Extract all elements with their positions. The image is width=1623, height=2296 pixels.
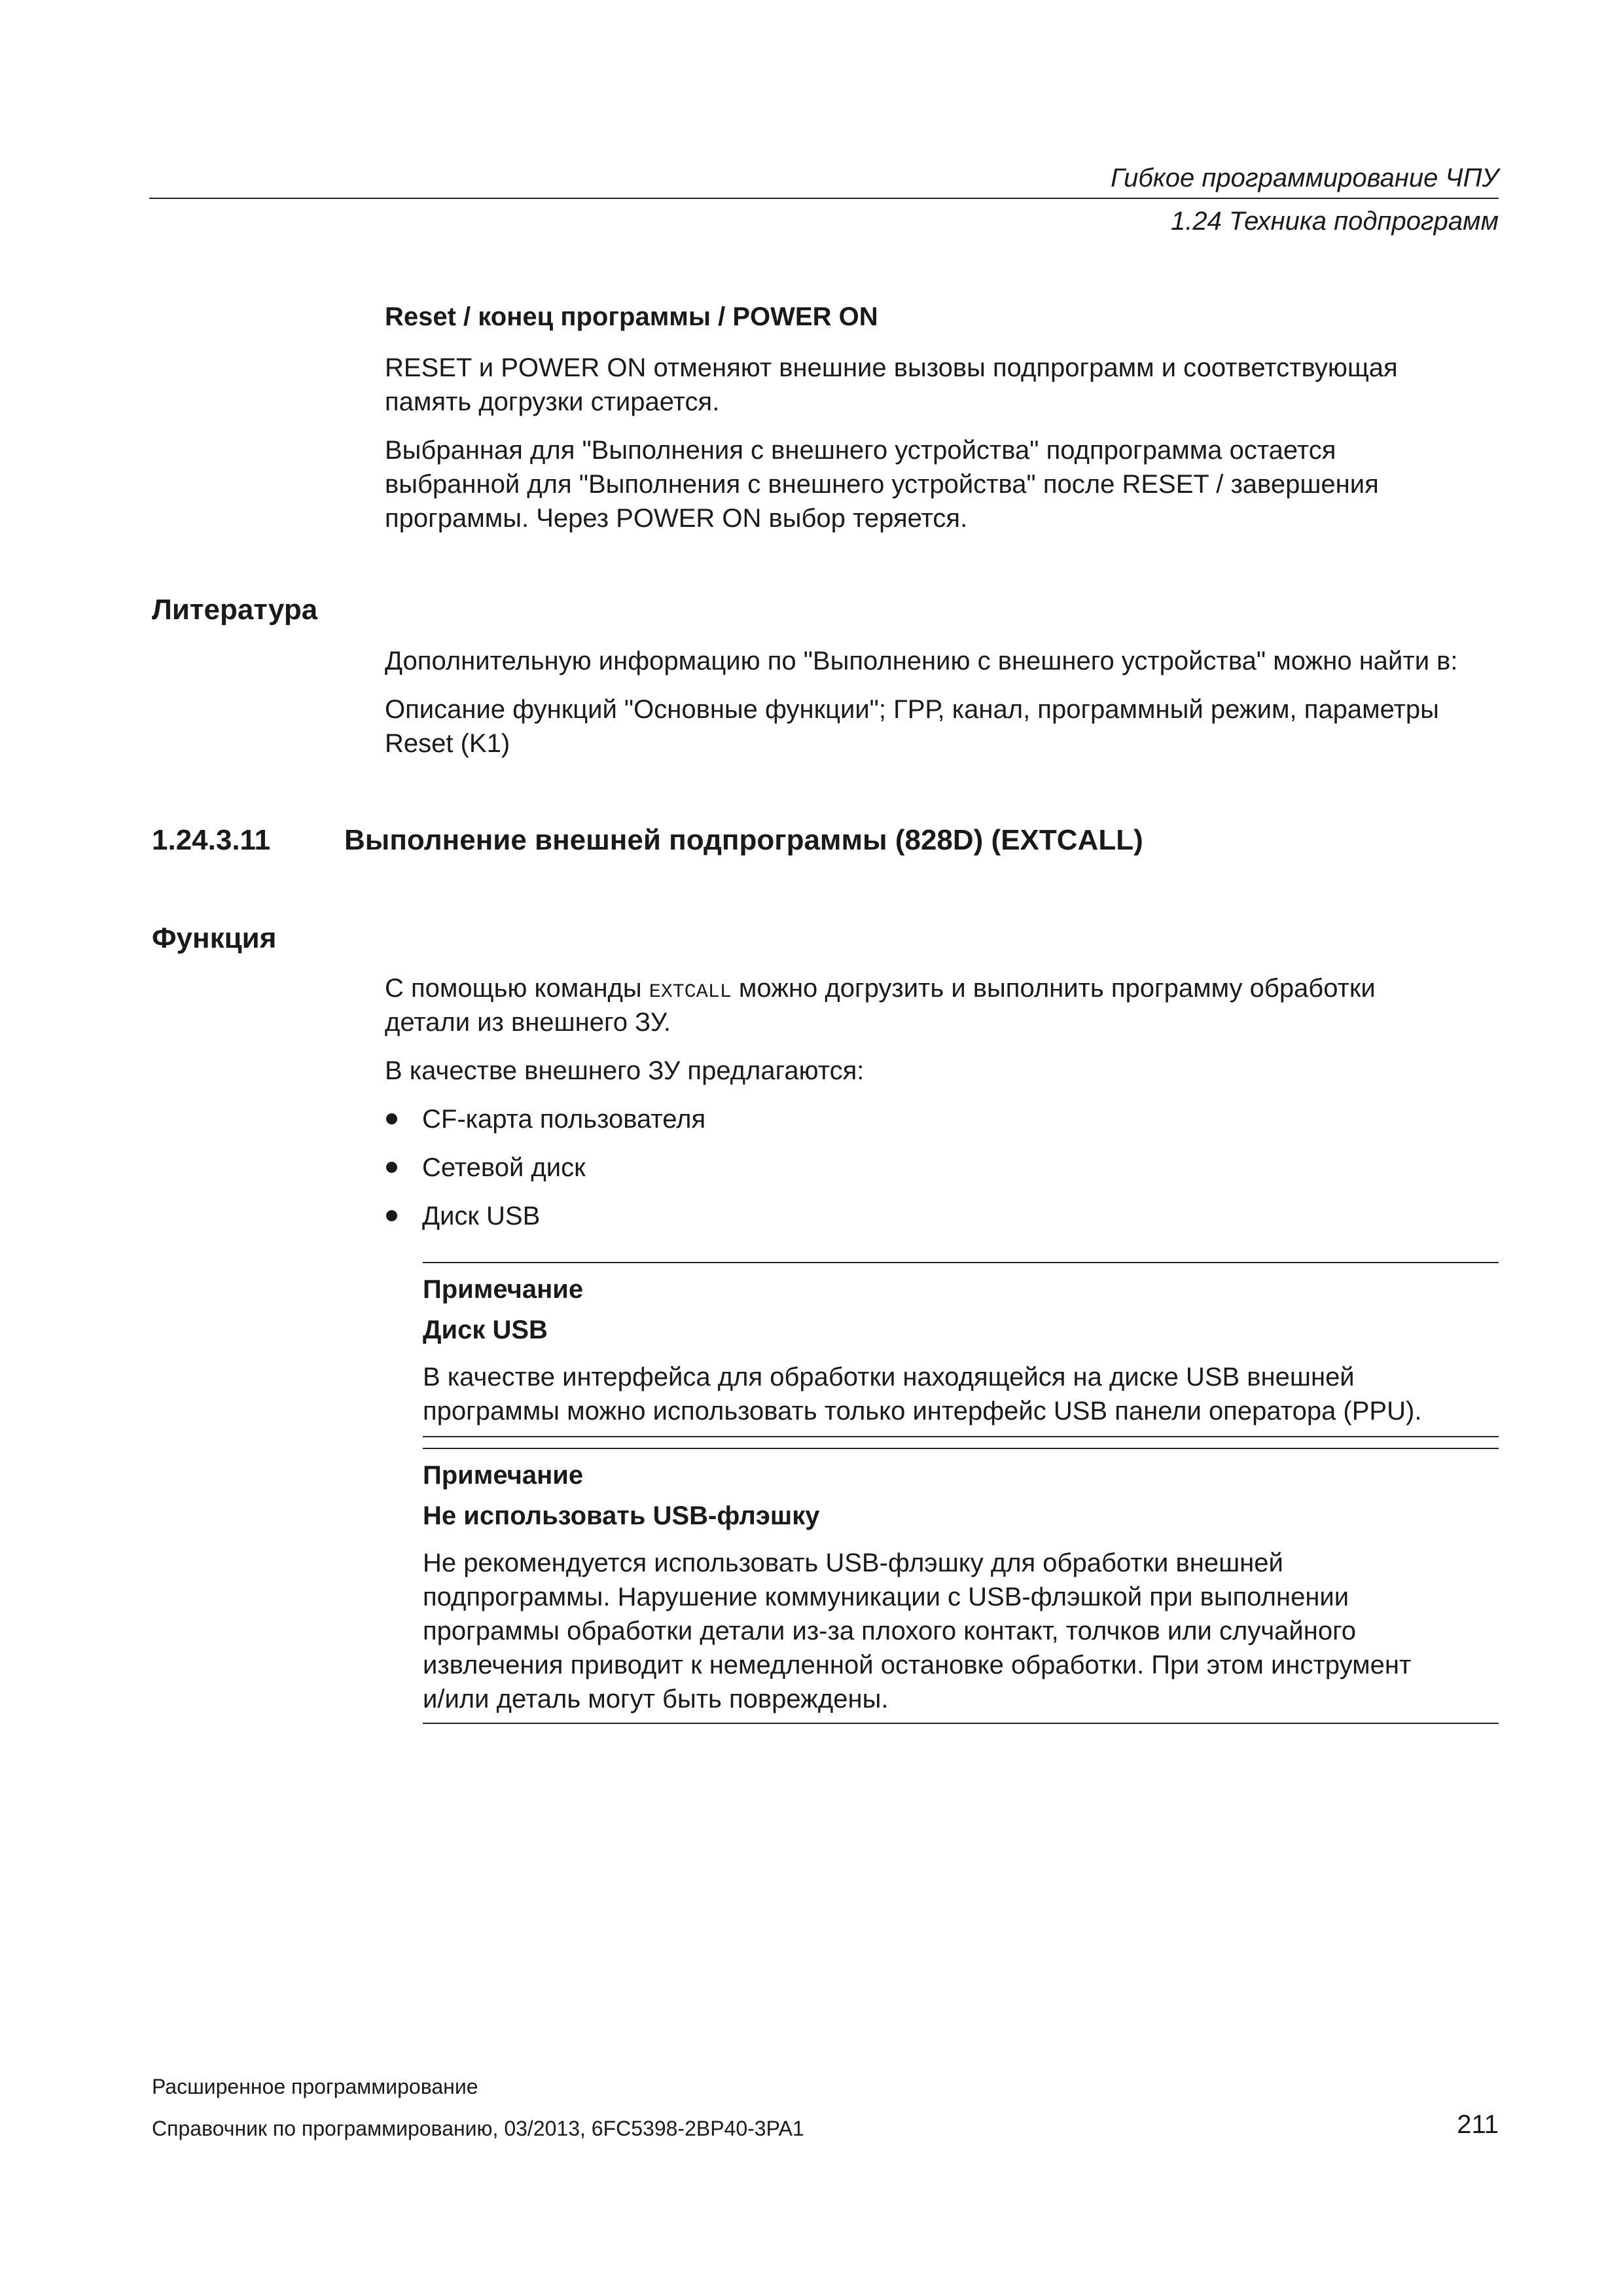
function-paragraph-1-line-1 <box>385 971 1497 1009</box>
bullet-dot-icon <box>386 1113 397 1124</box>
reset-paragraph-1-line-1: RESET и POWER ON отменяют внешние вызовы подпрограмм и соответствующая <box>385 353 1398 382</box>
bullet-dot-icon <box>386 1162 397 1173</box>
note-1-line-1: В качестве интерфейса для обработки находящейся на диске USB внешней <box>423 1363 1355 1391</box>
note-1-top-rule <box>423 1262 1499 1263</box>
reset-paragraph-2-line-2: выбранной для "Выполнения с внешнего устройства" после RESET / завершения <box>385 470 1379 499</box>
bullet-dot-icon <box>386 1210 397 1221</box>
note-2-label: Примечание <box>423 1461 584 1490</box>
header-rule <box>149 198 1499 199</box>
note-2-line-3: программы обработки детали из-за плохого контакт, толчков или случайного <box>423 1617 1357 1645</box>
section-number: 1.24.3.11 <box>152 824 271 856</box>
note-2-line-4: извлечения приводит к немедленной остановке обработки. При этом инструмент <box>423 1651 1412 1679</box>
footer-book-title: Расширенное программирование <box>152 2075 478 2098</box>
function-text-after-code: можно догрузить и выполнить программу обработки <box>731 974 1376 1003</box>
note-1-line-2: программы можно использовать только интерфейс USB панели оператора (PPU). <box>423 1397 1422 1426</box>
function-text-before-code: С помощью команды <box>385 974 649 1003</box>
note-2-line-5: и/или деталь могут быть повреждены. <box>423 1685 889 1713</box>
reset-heading: Reset / конец программы / POWER ON <box>385 302 878 331</box>
note-1-label: Примечание <box>423 1275 584 1304</box>
note-1-title: Диск USB <box>423 1316 548 1344</box>
note-2-bottom-rule <box>423 1723 1499 1724</box>
function-heading: Функция <box>152 922 277 954</box>
function-paragraph-1-line-2: детали из внешнего ЗУ. <box>385 1008 671 1037</box>
reset-paragraph-1-line-2: память догрузки стирается. <box>385 387 720 416</box>
list-item: CF-карта пользователя <box>422 1105 706 1134</box>
note-2-line-2: подпрограммы. Нарушение коммуникации с USB-флэшкой при выполнении <box>423 1583 1349 1611</box>
note-2-title: Не использовать USB-флэшку <box>423 1501 820 1530</box>
header-chapter: Гибкое программирование ЧПУ <box>1111 164 1499 192</box>
header-section: 1.24 Техника подпрограмм <box>1171 207 1499 236</box>
note-2-line-1: Не рекомендуется использовать USB-флэшку для обработки внешней <box>423 1549 1283 1577</box>
list-item: Диск USB <box>422 1202 541 1230</box>
literature-paragraph-1: Дополнительную информацию по "Выполнению с внешнего устройства" можно найти в: <box>385 647 1458 675</box>
function-paragraph-2: В качестве внешнего ЗУ предлагаются: <box>385 1056 865 1085</box>
note-2-top-rule <box>423 1448 1499 1449</box>
literature-heading: Литература <box>152 594 318 626</box>
list-item: Сетевой диск <box>422 1153 586 1182</box>
reset-paragraph-2-line-3: программы. Через POWER ON выбор теряется. <box>385 504 968 533</box>
reset-paragraph-2-line-1: Выбранная для "Выполнения с внешнего устройства" подпрограмма остается <box>385 436 1336 465</box>
note-1-bottom-rule <box>423 1436 1499 1437</box>
section-title: Выполнение внешней подпрограммы (828D) (EXTCALL) <box>344 824 1143 856</box>
literature-paragraph-2-line-1: Описание функций "Основные функции"; ГРР, канал, программный режим, параметры <box>385 695 1439 724</box>
footer-manual-info: Справочник по программированию, 03/2013, 6FC5398-2BP40-3PA1 <box>152 2117 804 2140</box>
page-number: 211 <box>1457 2110 1499 2139</box>
literature-paragraph-2-line-2: Reset (K1) <box>385 729 510 758</box>
extcall-command: EXTCALL <box>649 981 732 1003</box>
